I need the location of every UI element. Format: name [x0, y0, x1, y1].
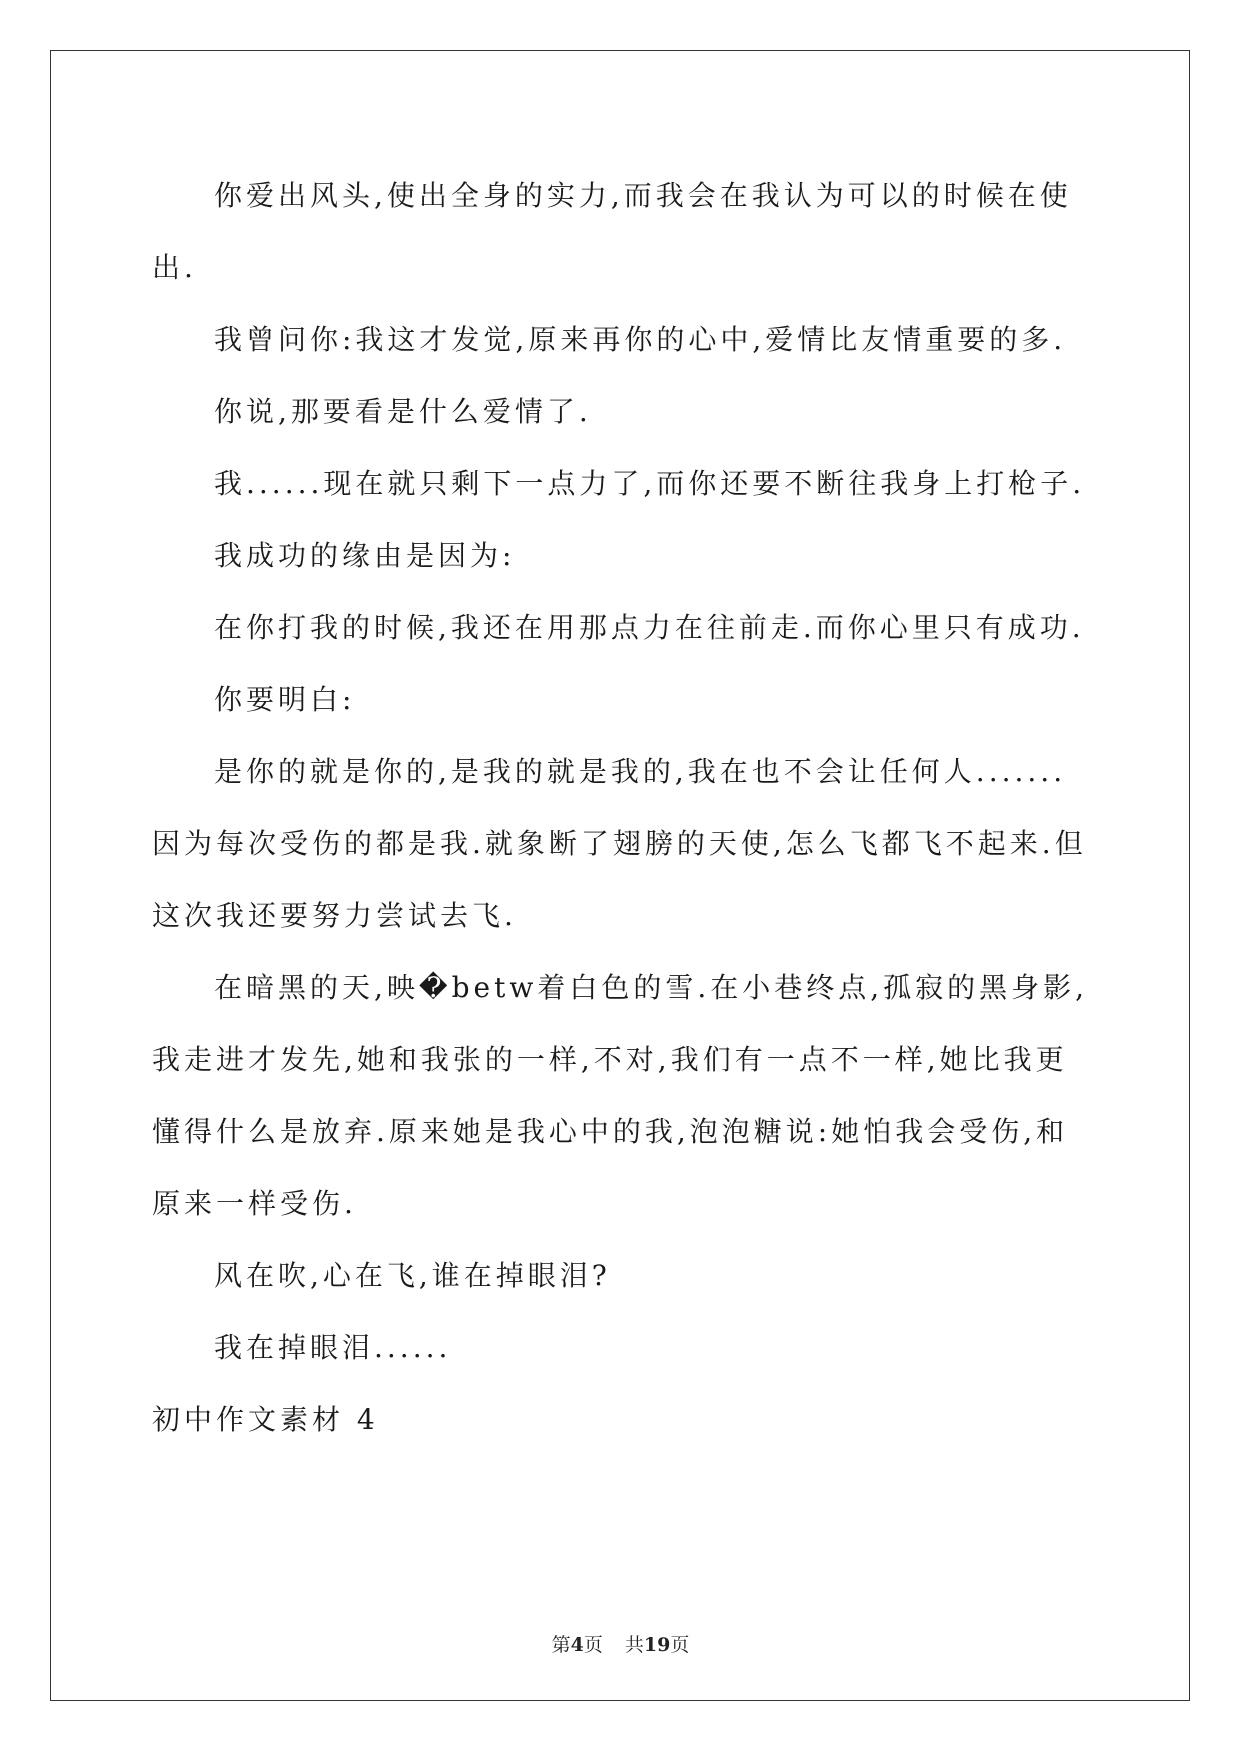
- paragraph: 风在吹,心在飞,谁在掉眼泪?: [214, 1259, 611, 1292]
- paragraph: 你爱出风头,使出全身的实力,而我会在我认为可以的时候在使出.: [152, 179, 1072, 284]
- paragraph: 在暗黑的天,映�betw着白色的雪.在小巷终点,孤寂的黑身影,我走进才发先,她和我张的一样,不对,我们有一点不一样,她比我更懂得什么是放弃.原来她是我心中的我,泡泡糖说:她怕我会受伤,和原来一样受伤.: [152, 971, 1089, 1220]
- paragraph: 我曾问你:我这才发觉,原来再你的心中,爱情比友情重要的多.: [214, 323, 1067, 356]
- paragraph: 我在掉眼泪......: [214, 1331, 452, 1364]
- footer-total-pages: 19: [643, 1634, 671, 1656]
- paragraph: 我......现在就只剩下一点力了,而你还要不断往我身上打枪子.: [214, 467, 1086, 500]
- page-footer: [0, 1630, 1241, 1657]
- paragraph: 你说,那要看是什么爱情了.: [214, 395, 592, 428]
- paragraph: 是你的就是你的,是我的就是我的,我在也不会让任何人.......因为每次受伤的都是我.就象断了翅膀的天使,怎么飞都飞不起来.但这次我还要努力尝试去飞.: [152, 755, 1087, 932]
- paragraph: 我成功的缘由是因为:: [214, 539, 516, 572]
- footer-page-number: 4: [570, 1634, 584, 1656]
- document-body: [152, 160, 1092, 1456]
- footer-total-suffix: 页: [670, 1634, 690, 1656]
- section-heading: 初中作文素材 4: [152, 1403, 379, 1436]
- paragraph: 你要明白:: [214, 683, 356, 716]
- paragraph: 在你打我的时候,我还在用那点力在往前走.而你心里只有成功.: [214, 611, 1085, 644]
- footer-page-suffix: 页: [583, 1634, 603, 1656]
- footer-prefix: 第: [551, 1634, 571, 1656]
- footer-total-prefix: 共: [624, 1634, 644, 1656]
